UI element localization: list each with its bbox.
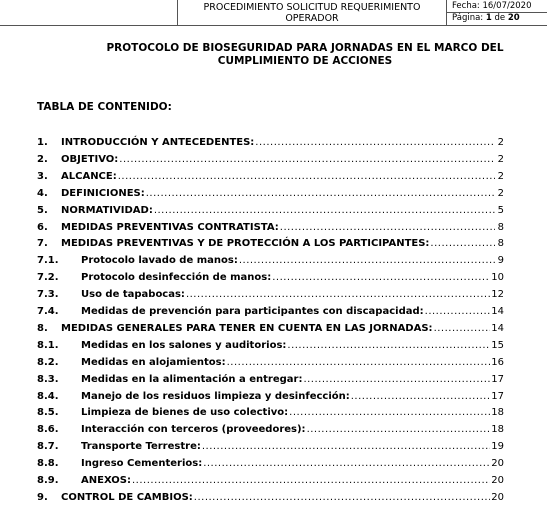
toc-entry-number: 6. — [37, 221, 48, 233]
pagina-number: 1 — [485, 13, 492, 23]
toc-entry-page: 14 — [491, 322, 504, 334]
toc-entry-page: 8 — [497, 221, 504, 233]
toc-entry-number: 8.7. — [37, 441, 59, 453]
toc-entry-page: 9 — [497, 255, 504, 267]
toc-entry-number: 2. — [37, 153, 48, 165]
toc-leader-dots — [119, 152, 495, 168]
title-line-2: CUMPLIMIENTO DE ACCIONES — [217, 55, 393, 67]
toc-entry-number: 8.6. — [37, 424, 59, 436]
toc-entry[interactable] — [37, 253, 504, 269]
toc-entry-page: 10 — [491, 272, 504, 284]
toc-entry-page: 18 — [491, 424, 504, 436]
toc-leader-dots — [430, 236, 495, 252]
toc-entry-title: Medidas en alojamientos: — [81, 356, 226, 368]
toc-entry-title: Protocolo desinfección de manos: — [81, 272, 272, 284]
procedure-title-line1: PROCEDIMIENTO SOLICITUD REQUERIMIENTO — [203, 2, 421, 13]
document-title — [105, 42, 505, 68]
toc-entry-page: 19 — [491, 441, 504, 453]
toc-entry-page: 18 — [491, 407, 504, 419]
toc-entry-number: 7.4. — [37, 306, 59, 317]
toc-entry[interactable] — [37, 236, 504, 252]
toc-entry-title: MEDIDAS PREVENTIVAS CONTRATISTA: — [61, 221, 279, 233]
toc-entry[interactable] — [37, 439, 504, 455]
toc-leader-dots — [434, 321, 491, 337]
toc-leader-dots — [303, 372, 490, 388]
toc-leader-dots — [146, 186, 495, 202]
toc-entry-number: 1. — [37, 137, 48, 148]
toc-entry[interactable] — [37, 405, 504, 421]
toc-entry-page: 12 — [491, 289, 504, 301]
toc-entry-title: MEDIDAS PREVENTIVAS Y DE PROTECCIÓN A LOS PARTICIPANTES: — [61, 238, 430, 250]
toc-leader-dots — [307, 422, 491, 438]
toc-entry-title: ANEXOS: — [81, 475, 131, 486]
toc-entry-page: 20 — [491, 475, 504, 486]
fecha-field: Fecha: 16/07/2020 — [447, 0, 547, 13]
toc-entry-title: Transporte Terrestre: — [81, 441, 201, 453]
toc-entry-title: Manejo de los residuos limpieza y desinfección: — [81, 390, 350, 402]
toc-entry-number: 8.5. — [37, 407, 59, 419]
toc-entry-title: ALCANCE: — [61, 170, 117, 182]
toc-entry-title: Medidas en los salones y auditorios: — [81, 339, 287, 351]
toc-entry-number: 8.9. — [37, 475, 59, 486]
toc-entry-number: 8.2. — [37, 356, 59, 368]
toc-entry[interactable] — [37, 270, 504, 286]
toc-entry[interactable] — [37, 135, 504, 151]
toc-leader-dots — [272, 270, 490, 286]
toc-heading: TABLA DE CONTENIDO: — [37, 101, 172, 113]
toc-entry-page: 17 — [491, 373, 504, 385]
toc-entry-title: INTRODUCCIÓN Y ANTECEDENTES: — [61, 137, 255, 148]
toc-entry-number: 3. — [37, 170, 48, 182]
toc-entry-title: Medidas de prevención para participantes con discapacidad: — [81, 306, 424, 317]
toc-entry-title: DEFINICIONES: — [61, 187, 145, 199]
toc-entry[interactable] — [37, 338, 504, 354]
toc-entry[interactable] — [37, 355, 504, 371]
toc-leader-dots — [154, 203, 495, 219]
toc-entry-number: 5. — [37, 204, 48, 216]
toc-entry-title: OBJETIVO: — [61, 153, 119, 165]
toc-entry-title: NORMATIVIDAD: — [61, 204, 153, 216]
procedure-title-line2: OPERADOR — [285, 13, 339, 24]
toc-entry[interactable] — [37, 169, 504, 185]
toc-entry-number: 8.4. — [37, 390, 59, 402]
toc-leader-dots — [425, 304, 491, 320]
toc-entry-number: 7.2. — [37, 272, 59, 284]
toc-leader-dots — [194, 490, 490, 506]
toc-entry-page: 20 — [491, 458, 504, 470]
toc-entry[interactable] — [37, 456, 504, 472]
header-logo-cell — [0, 0, 178, 26]
toc-entry[interactable] — [37, 372, 504, 388]
pagina-label: Página: — [452, 13, 486, 23]
toc-entry-number: 8.3. — [37, 373, 59, 385]
toc-entry-page: 8 — [497, 238, 504, 250]
toc-entry-number: 8. — [37, 322, 48, 334]
toc-leader-dots — [289, 405, 490, 421]
toc-leader-dots — [227, 355, 491, 371]
toc-leader-dots — [118, 169, 495, 185]
toc-leader-dots — [255, 135, 495, 151]
toc-entry-number: 8.1. — [37, 339, 59, 351]
toc-entry[interactable] — [37, 203, 504, 219]
toc-entry-page: 17 — [491, 390, 504, 402]
toc-entry-title: MEDIDAS GENERALES PARA TENER EN CUENTA EN LAS JORNADAS: — [61, 322, 433, 334]
title-line-1: PROTOCOLO DE BIOSEGURIDAD PARA JORNADAS EN EL MARCO DEL — [106, 42, 504, 54]
toc-entry[interactable] — [37, 186, 504, 202]
toc-entry-page: 20 — [491, 491, 504, 503]
toc-entry-title: Interacción con terceros (proveedores): — [81, 424, 306, 436]
toc-entry-page: 2 — [497, 170, 504, 182]
toc-entry-number: 7. — [37, 238, 48, 250]
toc-leader-dots — [203, 456, 490, 472]
header-meta-cell — [446, 0, 547, 26]
toc-entry-title: Limpieza de bienes de uso colectivo: — [81, 407, 289, 419]
toc-entry-number: 8.8. — [37, 458, 59, 470]
toc-entry-page: 5 — [497, 204, 504, 216]
toc-entry-title: CONTROL DE CAMBIOS: — [61, 491, 193, 503]
pagina-of: de — [491, 13, 508, 23]
toc-entry-page: 2 — [497, 153, 504, 165]
toc-entry-title: Medidas en la alimentación a entregar: — [81, 373, 303, 385]
toc-entry-page: 15 — [491, 339, 504, 351]
toc-entry[interactable] — [37, 422, 504, 438]
toc-leader-dots — [351, 389, 491, 405]
toc-leader-dots — [287, 338, 490, 354]
toc-leader-dots — [186, 287, 490, 303]
toc-entry[interactable] — [37, 389, 504, 405]
toc-entry[interactable] — [37, 287, 504, 303]
toc-entry-title: Uso de tapabocas: — [81, 289, 185, 301]
toc-entry-title: Ingreso Cementerios: — [81, 458, 203, 470]
toc-entry-page: 2 — [497, 137, 504, 148]
toc-entry[interactable] — [37, 152, 504, 168]
toc-entry-page: 2 — [497, 187, 504, 199]
toc-entry[interactable] — [37, 220, 504, 236]
toc-entry-title: Protocolo lavado de manos: — [81, 255, 238, 267]
toc-leader-dots — [239, 253, 495, 269]
document-header — [0, 0, 547, 27]
header-procedure-cell — [177, 0, 447, 26]
toc-entry[interactable] — [37, 490, 504, 506]
pagina-total: 20 — [507, 13, 520, 23]
pagina-field — [447, 12, 547, 25]
toc-entry[interactable] — [37, 304, 504, 320]
toc-leader-dots — [132, 473, 490, 489]
toc-leader-dots — [202, 439, 490, 455]
toc-entry-page: 14 — [491, 306, 504, 317]
toc-entry-number: 7.3. — [37, 289, 59, 301]
toc-entry-number: 9. — [37, 491, 48, 503]
toc-entry[interactable] — [37, 321, 504, 337]
toc-leader-dots — [280, 220, 495, 236]
toc-entry-number: 7.1. — [37, 255, 59, 267]
toc-entry-number: 4. — [37, 187, 48, 199]
toc-entry[interactable] — [37, 473, 504, 489]
toc-entry-page: 16 — [491, 356, 504, 368]
